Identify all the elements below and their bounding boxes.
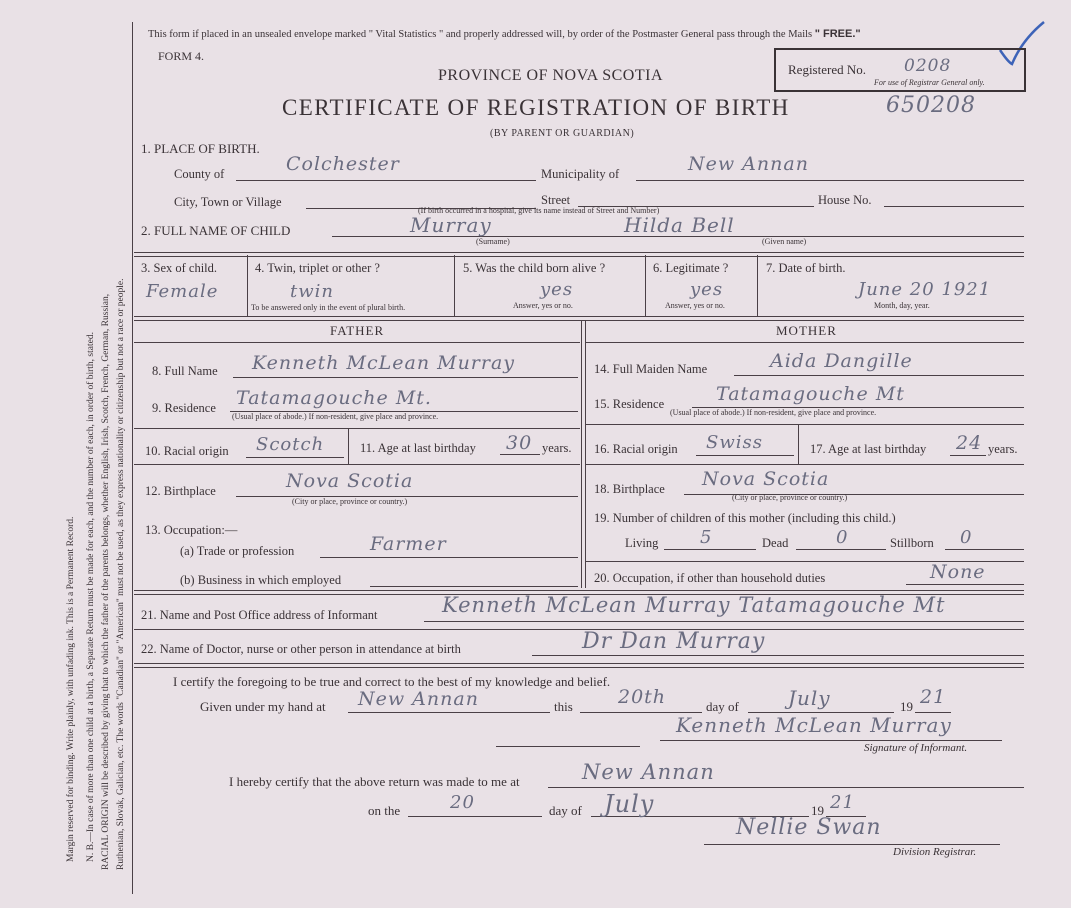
mother-stillborn-value: 0: [960, 527, 973, 548]
given-year-prefix: 19: [900, 699, 913, 714]
county-line: [236, 180, 536, 181]
father-occupation-label: 13. Occupation:—: [145, 523, 238, 537]
father-trade-value: Farmer: [370, 533, 447, 555]
mother-stillborn-line: [945, 549, 1024, 550]
twin-label: 4. Twin, triplet or other ?: [255, 261, 380, 275]
province-title: PROVINCE OF NOVA SCOTIA: [438, 67, 664, 84]
mother-dead-label: Dead: [762, 536, 789, 550]
birth-date-note: Month, day, year.: [874, 301, 930, 310]
margin-note-4: Ruthenian, Slovak, Galician, etc. The words "Canadian" or "American" must not be used, as they express nationality or citizenship but not a race or people.: [116, 278, 126, 870]
doctor-value: Dr Dan Murray: [582, 629, 766, 654]
mother-race-div: [798, 424, 799, 464]
registered-box: [774, 48, 1026, 92]
registrar-signature: Nellie Swan: [736, 815, 882, 840]
father-name-value: Kenneth McLean Murray: [252, 352, 516, 374]
registrar-on-label: on the: [368, 803, 401, 818]
informant-bottom-rule: [134, 629, 1024, 630]
col-div-4: [757, 255, 758, 317]
father-race-div: [348, 428, 349, 464]
father-race-bottom: [134, 464, 580, 465]
sex-label: 3. Sex of child.: [141, 261, 218, 275]
mother-heading: MOTHER: [776, 323, 837, 338]
father-residence-value: Tatamagouche Mt.: [236, 387, 432, 409]
section-divider: [496, 746, 640, 747]
father-birthplace-note: (City or place, province or country.): [292, 497, 408, 506]
legitimate-note: Answer, yes or no.: [665, 301, 725, 310]
registrar-place-line: [548, 787, 1024, 788]
mother-living-label: Living: [625, 536, 659, 550]
mother-residence-value: Tatamagouche Mt: [716, 383, 905, 405]
informant-signature-line: [660, 740, 1002, 741]
margin-note-1: Margin reserved for binding. Write plainly, with unfading ink. This is a Permanent Record.: [66, 516, 76, 862]
birth-date-value: June 20 1921: [858, 279, 992, 300]
mother-name-label: 14. Full Maiden Name: [594, 362, 708, 376]
mother-race-line: [696, 455, 794, 456]
house-line: [884, 206, 1024, 207]
mother-birthplace-value: Nova Scotia: [702, 468, 830, 490]
municipality-line: [636, 180, 1024, 181]
surname-note: (Surname): [476, 237, 510, 246]
father-age-years: years.: [542, 441, 572, 455]
mother-birthplace-note: (City or place, province or country.): [732, 493, 848, 502]
col-div-3: [645, 255, 646, 317]
sex-value: Female: [146, 281, 219, 302]
mother-race-top: [586, 424, 1024, 425]
county-label: County of: [174, 167, 225, 181]
birth-date-label: 7. Date of birth.: [766, 261, 846, 275]
father-business-label: (b) Business in which employed: [180, 573, 342, 587]
informant-value: Kenneth McLean Murray Tatamagouche Mt: [442, 593, 946, 617]
father-name-line: [233, 377, 578, 378]
registrar-month-value: July: [604, 790, 655, 818]
child-given-name: Hilda Bell: [624, 213, 735, 237]
mail-notice: [148, 28, 861, 40]
father-trade-label: (a) Trade or profession: [180, 544, 295, 558]
legitimate-value: yes: [690, 279, 724, 300]
father-trade-line: [320, 557, 578, 558]
child-name-label: 2. FULL NAME OF CHILD: [141, 223, 291, 238]
given-under-label: Given under my hand at: [200, 699, 326, 714]
mother-race-value: Swiss: [706, 432, 763, 453]
given-this-label: this: [554, 699, 573, 714]
registrar-place-value: New Annan: [582, 760, 715, 784]
father-race-value: Scotch: [256, 434, 325, 455]
mother-occupation-value: None: [930, 561, 986, 583]
mail-notice-text: This form if placed in an unsealed envelope marked " Vital Statistics " and properly addressed will, by order of the Postmaster General pass through the Mails: [148, 29, 813, 40]
street-label: Street: [541, 193, 571, 207]
child-surname: Murray: [410, 213, 492, 237]
doctor-label: 22. Name of Doctor, nurse or other person in attendance at birth: [141, 642, 461, 656]
informant-signature-label: Signature of Informant.: [864, 742, 968, 754]
given-place-value: New Annan: [358, 688, 479, 710]
city-label: City, Town or Village: [174, 195, 282, 209]
mother-living-value: 5: [700, 527, 713, 548]
mother-age-years: years.: [988, 442, 1018, 456]
registered-number: 0208: [904, 56, 952, 76]
mother-age-line: [950, 455, 986, 456]
mother-living-line: [664, 549, 756, 550]
row-top-rule: [134, 252, 1024, 257]
father-race-label: 10. Racial origin: [145, 444, 229, 458]
mother-race-label: 16. Racial origin: [594, 442, 678, 456]
father-residence-note: (Usual place of abode.) If non-resident, give place and province.: [232, 412, 439, 421]
col-div-1: [247, 255, 248, 317]
hospital-note: (If birth occurred in a hospital, give its name instead of Street and Number): [418, 206, 660, 215]
mother-race-bottom: [586, 464, 1024, 465]
mother-dead-value: 0: [836, 527, 849, 548]
margin-note-3: RACIAL ORIGIN will be described by giving that to which the father of the parents belongs, whether English, Irish, Scotch, French, German, Russian,: [101, 293, 111, 870]
registrar-signature-label: Division Registrar.: [893, 846, 977, 858]
mother-age-label: 17. Age at last birthday: [810, 442, 927, 456]
twin-note: To be answered only in the event of plural birth.: [251, 303, 406, 312]
father-age-label: 11. Age at last birthday: [360, 441, 476, 455]
registrar-year-prefix: 19: [811, 803, 824, 818]
parents-top-rule: [134, 316, 1024, 321]
registrar-text: I hereby certify that the above return was made to me at: [229, 774, 520, 789]
given-year-value: 21: [920, 686, 947, 708]
twin-value: twin: [290, 281, 334, 302]
mother-name-value: Aida Dangille: [770, 350, 913, 372]
father-name-label: 8. Full Name: [152, 364, 218, 378]
mother-heading-rule: [586, 342, 1024, 343]
margin-border: [132, 22, 133, 894]
father-birthplace-label: 12. Birthplace: [145, 484, 216, 498]
mother-dead-line: [796, 549, 886, 550]
father-heading: FATHER: [330, 323, 385, 338]
mother-age-value: 24: [956, 432, 983, 454]
mother-stillborn-label: Stillborn: [890, 536, 934, 550]
mother-residence-note: (Usual place of abode.) If non-resident, give place and province.: [670, 408, 877, 417]
form-number: FORM 4.: [158, 49, 205, 63]
municipality-value: New Annan: [688, 153, 809, 175]
certificate-number: 650208: [886, 93, 976, 118]
alive-value: yes: [540, 279, 574, 300]
margin-note-2: N. B.—In case of more than one child at a birth, a Separate Return must be made for each, and the number of each, in order of birth, stated.: [86, 332, 96, 862]
certificate-title: CERTIFICATE OF REGISTRATION OF BIRTH: [282, 95, 790, 120]
registrar-day-value: 20: [450, 792, 475, 813]
father-age-line: [500, 454, 540, 455]
certificate-subtitle: (BY PARENT OR GUARDIAN): [490, 128, 635, 139]
legitimate-label: 6. Legitimate ?: [653, 261, 729, 275]
informant-label: 21. Name and Post Office address of Informant: [141, 608, 378, 622]
municipality-label: Municipality of: [541, 167, 620, 181]
alive-label: 5. Was the child born alive ?: [463, 261, 606, 275]
mother-birthplace-label: 18. Birthplace: [594, 482, 665, 496]
col-div-2: [454, 255, 455, 317]
registrar-signature-line: [704, 844, 1000, 845]
father-race-top: [134, 428, 580, 429]
given-day-value: 20th: [618, 686, 667, 708]
certify-text: I certify the foregoing to be true and correct to the best of my knowledge and belief.: [173, 674, 611, 689]
mother-name-line: [734, 375, 1024, 376]
house-label: House No.: [818, 193, 872, 207]
father-age-value: 30: [506, 432, 533, 454]
registered-label: Registered No.: [788, 62, 866, 77]
given-month-value: July: [788, 686, 831, 710]
registered-note: For use of Registrar General only.: [874, 78, 985, 87]
registrar-year-value: 21: [830, 792, 855, 813]
given-day-of-label: day of: [706, 699, 739, 714]
parents-divider: [581, 320, 586, 588]
county-value: Colchester: [286, 153, 400, 175]
mother-occupation-label: 20. Occupation, if other than household duties: [594, 571, 826, 585]
mother-residence-label: 15. Residence: [594, 397, 665, 411]
place-of-birth-label: 1. PLACE OF BIRTH.: [141, 141, 260, 156]
doctor-bottom-rule: [134, 663, 1024, 668]
doctor-line: [532, 655, 1024, 656]
given-name-note: (Given name): [762, 237, 807, 246]
father-business-line: [370, 586, 578, 587]
father-race-line: [246, 457, 344, 458]
alive-note: Answer, yes or no.: [513, 301, 573, 310]
registrar-day-line: [408, 816, 542, 817]
free-label: " FREE.": [814, 28, 861, 40]
given-place-line: [348, 712, 550, 713]
informant-line: [424, 621, 1024, 622]
informant-signature: Kenneth McLean Murray: [676, 713, 952, 737]
father-birthplace-value: Nova Scotia: [286, 470, 414, 492]
registrar-day-of-label: day of: [549, 803, 582, 818]
mother-children-label: 19. Number of children of this mother (including this child.): [594, 511, 896, 525]
mother-occupation-line: [906, 584, 1024, 585]
father-residence-label: 9. Residence: [152, 401, 216, 415]
father-heading-rule: [134, 342, 580, 343]
